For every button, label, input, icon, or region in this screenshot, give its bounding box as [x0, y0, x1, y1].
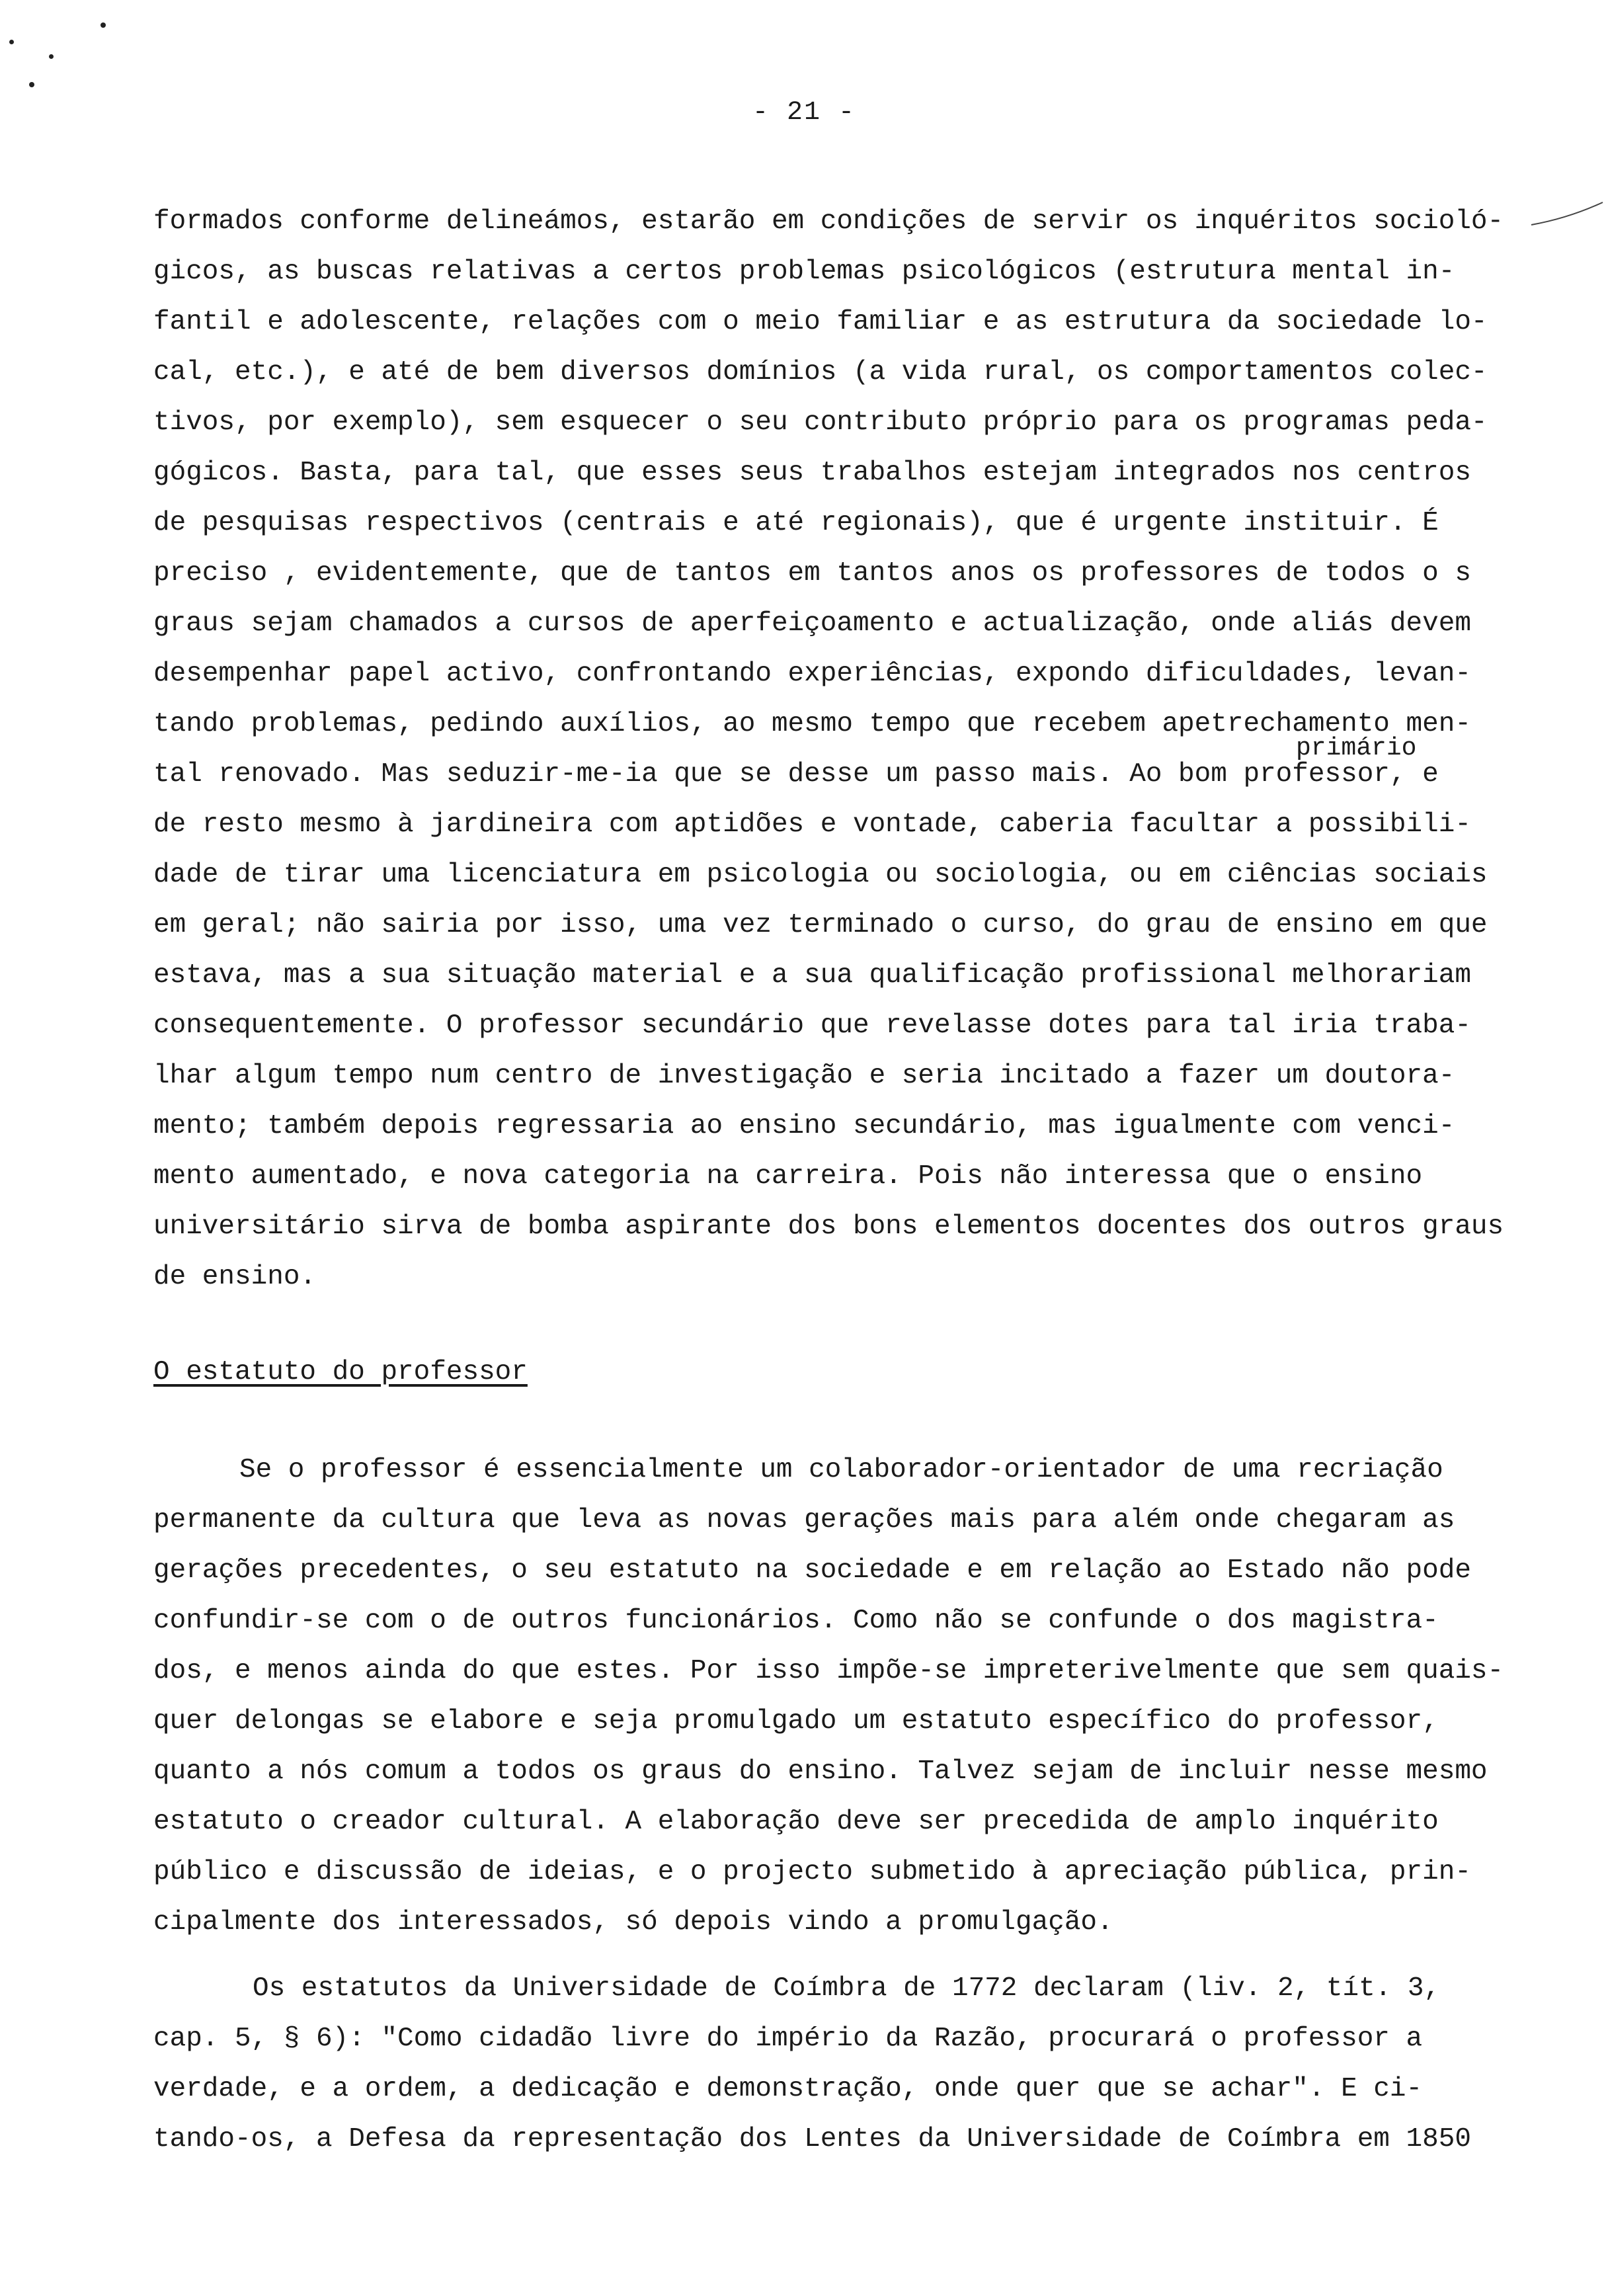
speck [49, 54, 54, 59]
text-line: de resto mesmo à jardineira com aptidões e vontade, caberia facultar a possibili- [153, 809, 1471, 840]
speck [9, 40, 14, 44]
text-line: gicos, as buscas relativas a certos problemas psicológicos (estrutura mental in- [153, 257, 1455, 287]
margin-pencil-mark [1529, 198, 1608, 238]
text-line: dade de tirar uma licenciatura em psicologia ou sociologia, ou em ciências sociais [153, 860, 1488, 890]
text-line: preciso , evidentemente, que de tantos em tantos anos os professores de todos o s [153, 558, 1471, 589]
text-line: tivos, por exemplo), sem esquecer o seu contributo próprio para os programas peda- [153, 407, 1488, 438]
text-line: Se o professor é essencialmente um colaborador-orientador de uma recriação [239, 1455, 1443, 1485]
speck [29, 82, 34, 87]
text-line: tando problemas, pedindo auxílios, ao mesmo tempo que recebem apetrechamento men- [153, 709, 1471, 739]
text-line: cipalmente dos interessados, só depois vindo a promulgação. [153, 1907, 1113, 1938]
text-line: graus sejam chamados a cursos de aperfeiçoamento e actualização, onde aliás devem [153, 608, 1471, 639]
text-line: desempenhar papel activo, confrontando experiências, expondo dificuldades, levan- [153, 659, 1471, 689]
section-heading: O estatuto do professor [153, 1357, 528, 1387]
text-line: mento aumentado, e nova categoria na carreira. Pois não interessa que o ensino [153, 1161, 1423, 1192]
text-line: em geral; não sairia por isso, uma vez terminado o curso, do grau de ensino em que [153, 910, 1488, 940]
text-line: público e discussão de ideias, e o projecto submetido à apreciação pública, prin- [153, 1857, 1471, 1887]
text-line: de pesquisas respectivos (centrais e até regionais), que é urgente instituir. É [153, 508, 1439, 538]
text-line: universitário sirva de bomba aspirante dos bons elementos docentes dos outros graus [153, 1211, 1504, 1242]
text-line: quanto a nós comum a todos os graus do ensino. Talvez sejam de incluir nesse mesmo [153, 1756, 1488, 1787]
text-line: lhar algum tempo num centro de investigação e seria incitado a fazer um doutora- [153, 1061, 1455, 1091]
text-line: gógicos. Basta, para tal, que esses seus trabalhos estejam integrados nos centros [153, 458, 1471, 488]
text-line: verdade, e a ordem, a dedicação e demonstração, onde quer que se achar". E ci- [153, 2074, 1423, 2104]
text-line: tando-os, a Defesa da representação dos Lentes da Universidade de Coímbra em 1850 [153, 2124, 1471, 2154]
text-line: de ensino. [153, 1262, 317, 1292]
text-line: formados conforme delineámos, estarão em condições de servir os inquéritos socioló- [153, 206, 1504, 237]
text-line: fantil e adolescente, relações com o meio familiar e as estrutura da sociedade lo- [153, 307, 1488, 337]
text-line: cap. 5, § 6): "Como cidadão livre do império da Razão, procurará o professor a [153, 2024, 1423, 2054]
text-line: mento; também depois regressaria ao ensino secundário, mas igualmente com venci- [153, 1111, 1455, 1141]
text-line: gerações precedentes, o seu estatuto na sociedade e em relação ao Estado não pode [153, 1555, 1471, 1586]
text-line: cal, etc.), e até de bem diversos domínios (a vida rural, os comportamentos colec- [153, 357, 1488, 388]
text-line: Os estatutos da Universidade de Coímbra de 1772 declaram (liv. 2, tít. 3, [253, 1973, 1441, 2004]
text-line: dos, e menos ainda do que estes. Por isso impõe-se impreterivelmente que sem quais- [153, 1656, 1504, 1686]
text-line: permanente da cultura que leva as novas gerações mais para além onde chegaram as [153, 1505, 1455, 1536]
interlinear-note: primário [1296, 734, 1417, 762]
text-line: estava, mas a sua situação material e a sua qualificação profissional melhorariam [153, 960, 1471, 991]
text-line: tal renovado. Mas seduzir-me-ia que se desse um passo mais. Ao bom professor, e [153, 759, 1439, 790]
text-line: consequentemente. O professor secundário que revelasse dotes para tal iria traba- [153, 1010, 1471, 1041]
text-line: confundir-se com o de outros funcionários. Como não se confunde o dos magistra- [153, 1606, 1439, 1636]
speck [100, 22, 106, 28]
page-number: - 21 - [752, 98, 856, 128]
text-line: estatuto o creador cultural. A elaboração deve ser precedida de amplo inquérito [153, 1807, 1439, 1837]
text-line: quer delongas se elabore e seja promulgado um estatuto específico do professor, [153, 1706, 1439, 1737]
